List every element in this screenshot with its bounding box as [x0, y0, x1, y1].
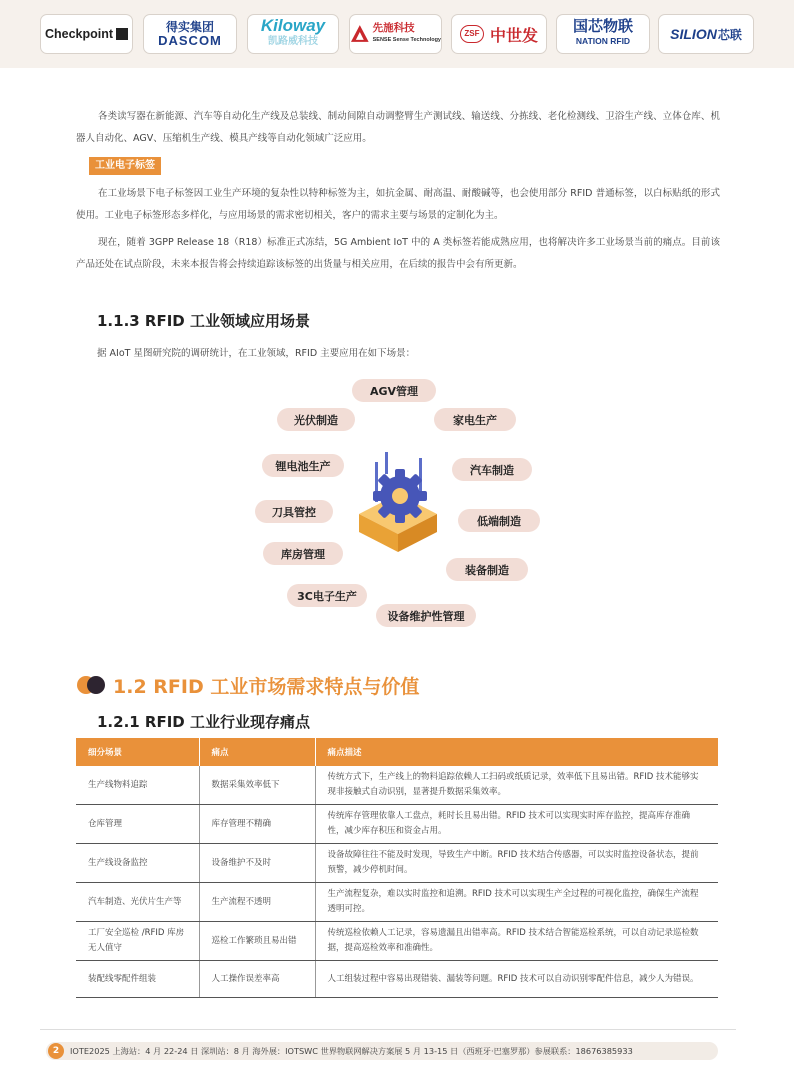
dascom-logo — [143, 14, 237, 54]
table-row — [76, 844, 718, 883]
scenario-battery: 锂电池生产 — [262, 454, 344, 477]
table-row — [76, 883, 718, 922]
table-row — [76, 961, 718, 998]
nation-rfid-logo-cn: 国芯物联 — [572, 18, 633, 35]
zsf-mark-icon: ZSF — [460, 25, 484, 43]
table-cell: 设备故障往往不能及时发现，导致生产中断。RFID 技术结合传感器，可以实时监控设备状态，提前预警，减少停机时间。 — [315, 844, 718, 883]
nation-rfid-logo-text: NATION RFID — [575, 36, 631, 46]
table-cell: 数据采集效率低下 — [199, 766, 315, 805]
zsf-logo-cn: 中世发 — [489, 25, 538, 45]
table-cell: 传统方式下，生产线上的物料追踪依赖人工扫码或纸质记录，效率低下且易出错。RFID 技术能够实现非接触式自动识别，显著提升数据采集效率。 — [315, 766, 718, 805]
scenario-warehouse: 库房管理 — [263, 542, 343, 565]
scenario-appliance: 家电生产 — [434, 408, 516, 431]
kiloway-logo-cn: 凯路威科技 — [268, 36, 318, 47]
silion-logo-text: SILION — [670, 26, 717, 42]
zsf-logo — [451, 14, 547, 54]
table-cell: 生产流程复杂，难以实时监控和追溯。RFID 技术可以实现生产全过程的可视化监控，确保生产流程透明可控。 — [315, 883, 718, 922]
table-cell: 传统巡检依赖人工记录，容易遗漏且出错率高。RFID 技术结合智能巡检系统，可以自动记录巡检数据，提高巡检效率和准确性。 — [315, 922, 718, 961]
pain-points-table — [76, 738, 718, 998]
table-header-cell: 痛点描述 — [315, 738, 718, 766]
table-cell: 库存管理不精确 — [199, 805, 315, 844]
checkpoint-logo-text: Checkpoint — [44, 27, 114, 41]
silion-logo-cn: 芯联 — [717, 27, 742, 42]
scenario-lowend: 低端制造 — [458, 509, 540, 532]
table-row — [76, 922, 718, 961]
table-cell: 生产线物料追踪 — [76, 766, 199, 805]
table-cell: 传统库存管理依靠人工盘点，耗时长且易出错。RFID 技术可以实现实时库存监控，提高库存准确性，减少库存积压和资金占用。 — [315, 805, 718, 844]
scenario-electronics: 3C电子生产 — [287, 584, 367, 607]
footer-event-info: IOTE2025 上海站：4 月 22-24 日 深圳站：8 月 海外展：IOTSWC 世界物联网解决方案展 5 月 13-15 日（西班牙·巴塞罗那）参展联系：18676385933 — [70, 1046, 633, 1056]
scenario-agv: AGV管理 — [352, 379, 436, 402]
paragraph-tags: 在工业场景下电子标签因工业生产环境的复杂性以特种标签为主，如抗金属、耐高温、耐酸碱等，也会使用部分 RFID 普通标签，以白标贴纸的形式使用。工业电子标签形态多样化，与应用场景的需求密切相关，客户的需求主要与场景的定制化为主。 — [76, 188, 720, 221]
section-dots-icon — [76, 675, 106, 695]
page-number: 2 — [48, 1043, 64, 1059]
table-header-cell: 痛点 — [199, 738, 315, 766]
table-row — [76, 766, 718, 805]
silion-logo — [658, 14, 754, 54]
kiloway-logo-text: Kiloway — [260, 16, 326, 35]
table-cell: 生产流程不透明 — [199, 883, 315, 922]
dascom-logo-text: DASCOM — [158, 33, 222, 48]
scenario-tools: 刀具管控 — [255, 500, 333, 523]
heading-1-2: 1.2 RFID 工业市场需求特点与价值 — [113, 676, 420, 698]
table-cell: 汽车制造、光伏片生产等 — [76, 883, 199, 922]
kiloway-logo — [247, 14, 339, 54]
table-cell: 工厂安全巡检 /RFID 库房无人值守 — [76, 922, 199, 961]
table-cell: 人工操作误差率高 — [199, 961, 315, 998]
table-header-row — [76, 738, 718, 766]
nation-rfid-logo — [556, 14, 650, 54]
heading-1-1-3: 1.1.3 RFID 工业领域应用场景 — [97, 312, 310, 330]
sponsor-logo-bar — [0, 0, 794, 68]
scenario-pv: 光伏制造 — [277, 408, 355, 431]
paragraph-readers: 各类读写器在新能源、汽车等自动化生产线及总装线、制动间隙自动调整臂生产测试线、输送线、分拣线、老化检测线、卫浴生产线、立体仓库、机器人自动化、AGV、压缩机生产线、模具产线等自动化领域广泛应用。 — [76, 111, 720, 144]
gear-icon — [355, 452, 441, 558]
scenario-maintenance: 设备维护性管理 — [376, 604, 476, 627]
section-tag: 工业电子标签 — [89, 157, 161, 175]
table-cell: 生产线设备监控 — [76, 844, 199, 883]
paragraph-ambient-iot: 现在，随着 3GPP Release 18（R18）标准正式冻结，5G Ambient IoT 中的 A 类标签若能成熟应用，也将解决许多工业场景当前的痛点。目前该产品还处在试点阶段，未来本报告将会持续追踪该标签的出货量与相关应用，在后续的报告中会有所更新。 — [76, 237, 720, 270]
checkpoint-logo — [40, 14, 133, 54]
table-cell: 人工组装过程中容易出现错装、漏装等问题。RFID 技术可以自动识别零配件信息，减少人为错误。 — [315, 961, 718, 998]
sense-logo-text: SENSE Sense Technology — [372, 37, 441, 43]
checkpoint-mark-icon — [116, 28, 128, 40]
heading-1-2-1: 1.2.1 RFID 工业行业现存痛点 — [97, 713, 310, 731]
table-row — [76, 805, 718, 844]
intro-text: 据 AIoT 星图研究院的调研统计，在工业领域，RFID 主要应用在如下场景： — [97, 348, 416, 359]
table-cell: 设备维护不及时 — [199, 844, 315, 883]
table-cell: 巡检工作繁琐且易出错 — [199, 922, 315, 961]
sense-triangle-icon — [350, 24, 370, 44]
sense-logo-cn: 先施科技 — [372, 22, 415, 34]
table-header-cell: 细分场景 — [76, 738, 199, 766]
scenario-equipment: 装备制造 — [446, 558, 528, 581]
dascom-logo-cn: 得实集团 — [165, 20, 214, 34]
table-cell: 仓库管理 — [76, 805, 199, 844]
footer-divider — [40, 1029, 736, 1030]
table-cell: 装配线零配件组装 — [76, 961, 199, 998]
sense-logo — [349, 14, 442, 54]
scenario-auto: 汽车制造 — [452, 458, 532, 481]
